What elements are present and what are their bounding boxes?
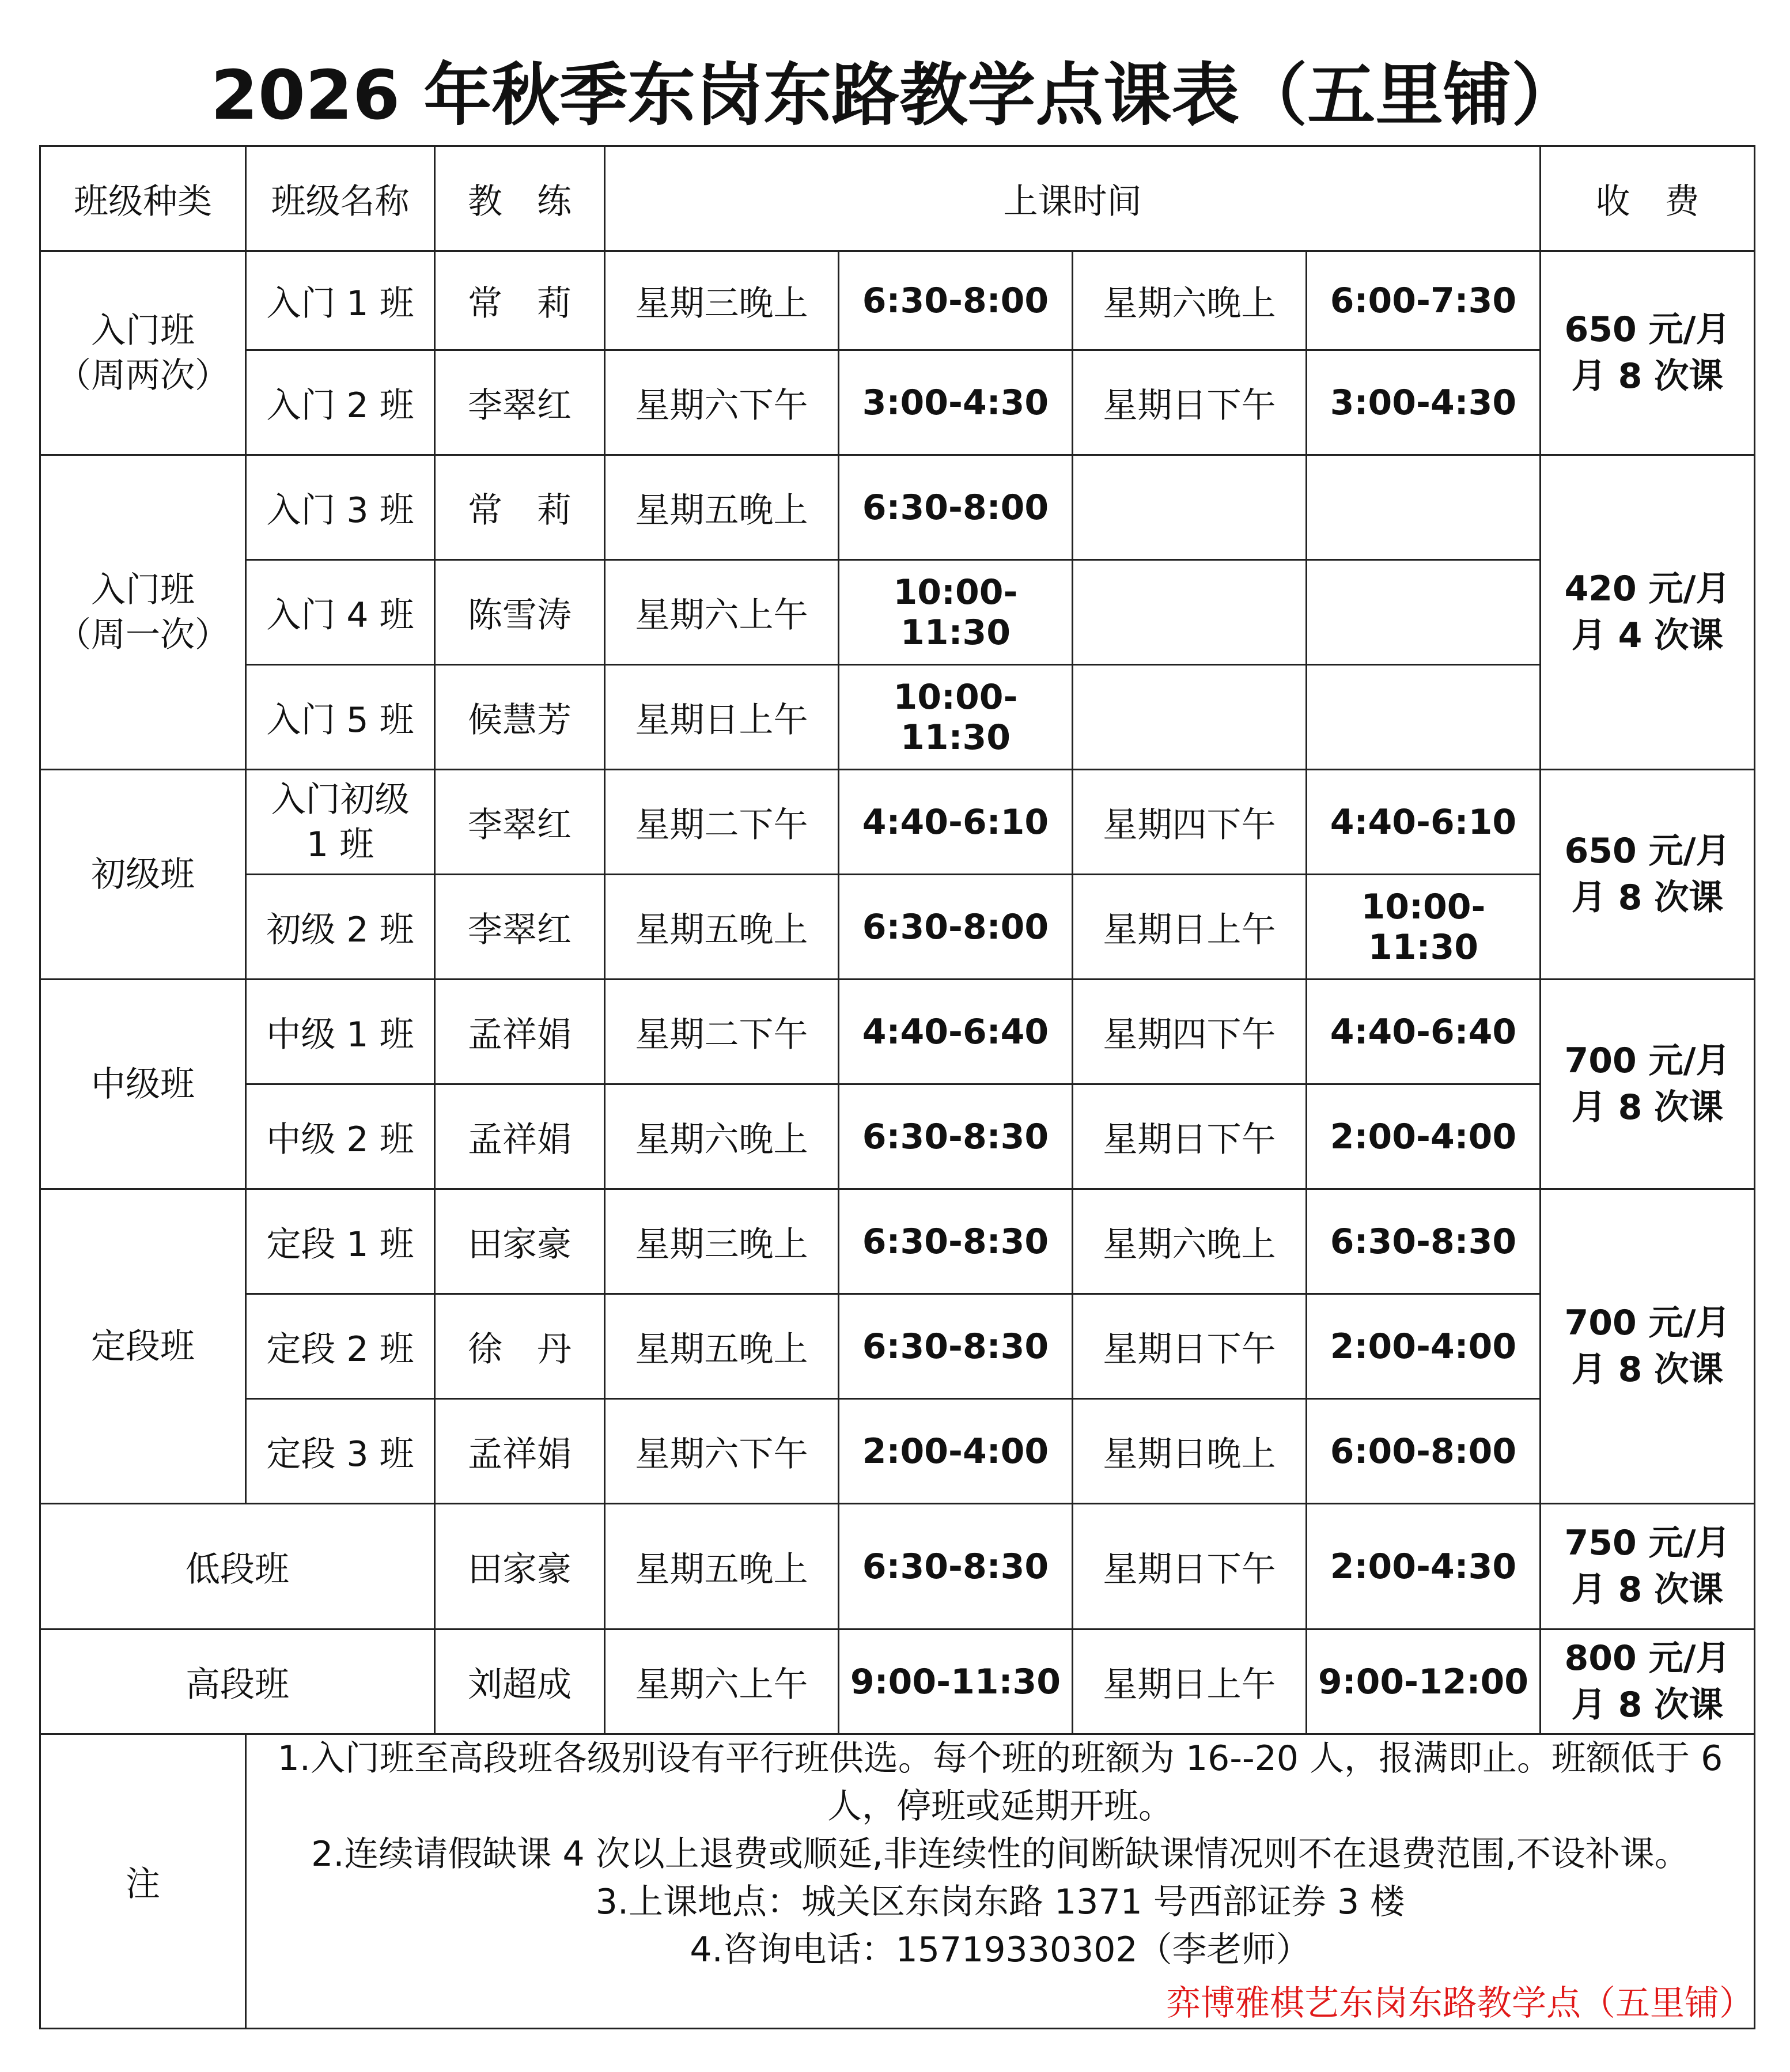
category-cell: 低段班 <box>40 1504 435 1629</box>
fee-cell-line: 650 元/月 <box>1564 309 1731 350</box>
coach-cell: 孟祥娟 <box>435 980 605 1084</box>
day2-cell: 星期日下午 <box>1073 1504 1307 1629</box>
fee-cell-line: 800 元/月 <box>1564 1638 1731 1678</box>
category-cell-line: 入门班 <box>91 569 195 610</box>
time2-cell: 6:00-7:30 <box>1307 251 1541 350</box>
category-cell-line: 定段班 <box>91 1326 195 1367</box>
day2-cell: 星期六晚上 <box>1073 251 1307 350</box>
day1-cell: 星期五晚上 <box>605 875 839 980</box>
fee-cell-line: 月 8 次课 <box>1571 1684 1724 1725</box>
time2-cell: 4:40-6:10 <box>1307 770 1541 875</box>
note-line: 2.连续请假缺课 4 次以上退费或顺延,非连续性的间断缺课情况则不在退费范围,不设补课。 <box>311 1834 1689 1874</box>
coach-cell: 李翠红 <box>435 350 605 455</box>
day2-cell <box>1073 665 1307 770</box>
day1-cell: 星期六下午 <box>605 1399 839 1504</box>
fee-cell-line: 700 元/月 <box>1564 1302 1731 1343</box>
fee-cell-line: 月 4 次课 <box>1571 615 1724 656</box>
coach-cell: 孟祥娟 <box>435 1399 605 1504</box>
note-line: 3.上课地点：城关区东岗东路 1371 号西部证券 3 楼 <box>595 1882 1405 1922</box>
day1-cell: 星期五晚上 <box>605 1294 839 1399</box>
time1-cell: 6:30-8:30 <box>839 1294 1073 1399</box>
category-cell <box>40 980 246 1189</box>
fee-cell-line: 月 8 次课 <box>1571 1569 1724 1610</box>
day1-cell: 星期五晚上 <box>605 1504 839 1629</box>
table-row <box>40 251 1755 350</box>
category-cell-line: 中级班 <box>91 1064 195 1105</box>
class-name-cell: 初级 2 班 <box>246 875 435 980</box>
table-row <box>40 770 1755 875</box>
fee-cell-line: 月 8 次课 <box>1571 877 1724 918</box>
fee-cell-line: 月 8 次课 <box>1571 1087 1724 1128</box>
category-cell-line: 初级班 <box>91 854 195 895</box>
time1-cell: 9:00-11:30 <box>839 1629 1073 1734</box>
coach-cell: 候慧芳 <box>435 665 605 770</box>
day2-cell: 星期日上午 <box>1073 875 1307 980</box>
time2-cell: 9:00-12:00 <box>1307 1629 1541 1734</box>
time1-cell: 6:30-8:00 <box>839 251 1073 350</box>
notes-row <box>40 1734 1755 2029</box>
category-cell <box>40 251 246 455</box>
time1-cell: 4:40-6:40 <box>839 980 1073 1084</box>
class-name-cell-line: 1 班 <box>306 824 374 865</box>
time2-cell <box>1307 560 1541 665</box>
time2-cell: 2:00-4:30 <box>1307 1504 1541 1629</box>
notes-content <box>246 1734 1755 2029</box>
category-cell-line: （周两次） <box>56 355 229 396</box>
time1-cell: 6:30-8:30 <box>839 1189 1073 1294</box>
table-row <box>40 1294 1755 1399</box>
category-cell: 高段班 <box>40 1629 435 1734</box>
note-line: 4.咨询电话：15719330302（李老师） <box>690 1930 1311 1970</box>
day1-cell: 星期五晚上 <box>605 455 839 560</box>
class-name-cell: 入门 1 班 <box>246 251 435 350</box>
header-category: 班级种类 <box>40 146 246 251</box>
time2-cell <box>1307 455 1541 560</box>
class-name-cell <box>246 770 435 875</box>
coach-cell: 田家豪 <box>435 1189 605 1294</box>
coach-cell: 徐 丹 <box>435 1294 605 1399</box>
notes-label: 注 <box>40 1734 246 2029</box>
page-title: 2026 年秋季东岗东路教学点课表（五里铺） <box>210 55 1580 135</box>
table-row <box>40 350 1755 455</box>
coach-cell: 常 莉 <box>435 455 605 560</box>
class-name-cell: 中级 1 班 <box>246 980 435 1084</box>
table-row <box>40 875 1755 980</box>
note-line: 1.入门班至高段班各级别设有平行班供选。每个班的班额为 16--20 人，报满即止。班额低于 6 人，停班或延期开班。 <box>277 1738 1723 1827</box>
table-row <box>40 1629 1755 1734</box>
fee-cell-line: 月 8 次课 <box>1571 1349 1724 1390</box>
time2-cell: 10:00-11:30 <box>1307 875 1541 980</box>
day1-cell: 星期三晚上 <box>605 1189 839 1294</box>
table-row <box>40 1504 1755 1629</box>
fee-cell <box>1541 770 1755 980</box>
category-cell <box>40 770 246 980</box>
fee-cell <box>1541 1504 1755 1629</box>
time1-cell: 6:30-8:00 <box>839 455 1073 560</box>
coach-cell: 常 莉 <box>435 251 605 350</box>
time1-cell: 10:00-11:30 <box>839 560 1073 665</box>
time1-cell: 6:30-8:30 <box>839 1084 1073 1189</box>
table-row <box>40 455 1755 560</box>
header-coach: 教 练 <box>435 146 605 251</box>
coach-cell: 李翠红 <box>435 875 605 980</box>
class-name-cell-line: 入门初级 <box>271 779 410 820</box>
class-name-cell: 中级 2 班 <box>246 1084 435 1189</box>
fee-cell-line: 750 元/月 <box>1564 1522 1731 1563</box>
class-name-cell: 入门 3 班 <box>246 455 435 560</box>
time1-cell: 10:00-11:30 <box>839 665 1073 770</box>
fee-cell <box>1541 1629 1755 1734</box>
day1-cell: 星期二下午 <box>605 980 839 1084</box>
coach-cell: 李翠红 <box>435 770 605 875</box>
day1-cell: 星期日上午 <box>605 665 839 770</box>
table-row <box>40 665 1755 770</box>
class-name-cell: 定段 3 班 <box>246 1399 435 1504</box>
signature: 弈博雅棋艺东岗东路教学点（五里铺） <box>1166 1983 1754 2024</box>
header-time: 上课时间 <box>605 146 1541 251</box>
time2-cell: 6:00-8:00 <box>1307 1399 1541 1504</box>
coach-cell: 陈雪涛 <box>435 560 605 665</box>
time2-cell: 6:30-8:30 <box>1307 1189 1541 1294</box>
day2-cell: 星期日下午 <box>1073 1084 1307 1189</box>
time2-cell: 3:00-4:30 <box>1307 350 1541 455</box>
day2-cell: 星期四下午 <box>1073 980 1307 1084</box>
class-name-cell: 入门 5 班 <box>246 665 435 770</box>
table-row <box>40 1084 1755 1189</box>
category-cell-line: （周一次） <box>56 614 229 655</box>
day2-cell: 星期日下午 <box>1073 350 1307 455</box>
time1-cell: 3:00-4:30 <box>839 350 1073 455</box>
day2-cell <box>1073 455 1307 560</box>
fee-cell-line: 650 元/月 <box>1564 830 1731 871</box>
time2-cell: 2:00-4:00 <box>1307 1084 1541 1189</box>
day2-cell: 星期日上午 <box>1073 1629 1307 1734</box>
table-row <box>40 560 1755 665</box>
day1-cell: 星期三晚上 <box>605 251 839 350</box>
time1-cell: 2:00-4:00 <box>839 1399 1073 1504</box>
fee-cell-line: 月 8 次课 <box>1571 356 1724 396</box>
day1-cell: 星期二下午 <box>605 770 839 875</box>
schedule-body <box>40 146 1755 2029</box>
day2-cell: 星期日下午 <box>1073 1294 1307 1399</box>
coach-cell: 田家豪 <box>435 1504 605 1629</box>
coach-cell: 刘超成 <box>435 1629 605 1734</box>
category-cell-line: 入门班 <box>91 310 195 351</box>
category-cell <box>40 1189 246 1504</box>
fee-cell <box>1541 1189 1755 1504</box>
table-row <box>40 980 1755 1084</box>
class-name-cell: 入门 4 班 <box>246 560 435 665</box>
table-row <box>40 1399 1755 1504</box>
time2-cell: 2:00-4:00 <box>1307 1294 1541 1399</box>
day2-cell: 星期六晚上 <box>1073 1189 1307 1294</box>
time1-cell: 6:30-8:00 <box>839 875 1073 980</box>
fee-cell <box>1541 980 1755 1189</box>
day1-cell: 星期六上午 <box>605 560 839 665</box>
fee-cell <box>1541 251 1755 455</box>
fee-cell <box>1541 455 1755 770</box>
header-class-name: 班级名称 <box>246 146 435 251</box>
table-row <box>40 1189 1755 1294</box>
fee-cell-line: 700 元/月 <box>1564 1040 1731 1081</box>
schedule-table <box>39 145 1755 2029</box>
time1-cell: 4:40-6:10 <box>839 770 1073 875</box>
day2-cell: 星期日晚上 <box>1073 1399 1307 1504</box>
class-name-cell: 定段 2 班 <box>246 1294 435 1399</box>
category-cell <box>40 455 246 770</box>
header-fee: 收 费 <box>1541 146 1755 251</box>
fee-cell-line: 420 元/月 <box>1564 568 1731 609</box>
time1-cell: 6:30-8:30 <box>839 1504 1073 1629</box>
time2-cell: 4:40-6:40 <box>1307 980 1541 1084</box>
class-name-cell: 入门 2 班 <box>246 350 435 455</box>
day1-cell: 星期六晚上 <box>605 1084 839 1189</box>
day2-cell: 星期四下午 <box>1073 770 1307 875</box>
coach-cell: 孟祥娟 <box>435 1084 605 1189</box>
time2-cell <box>1307 665 1541 770</box>
class-name-cell: 定段 1 班 <box>246 1189 435 1294</box>
day1-cell: 星期六上午 <box>605 1629 839 1734</box>
day1-cell: 星期六下午 <box>605 350 839 455</box>
day2-cell <box>1073 560 1307 665</box>
header-row <box>40 146 1755 251</box>
